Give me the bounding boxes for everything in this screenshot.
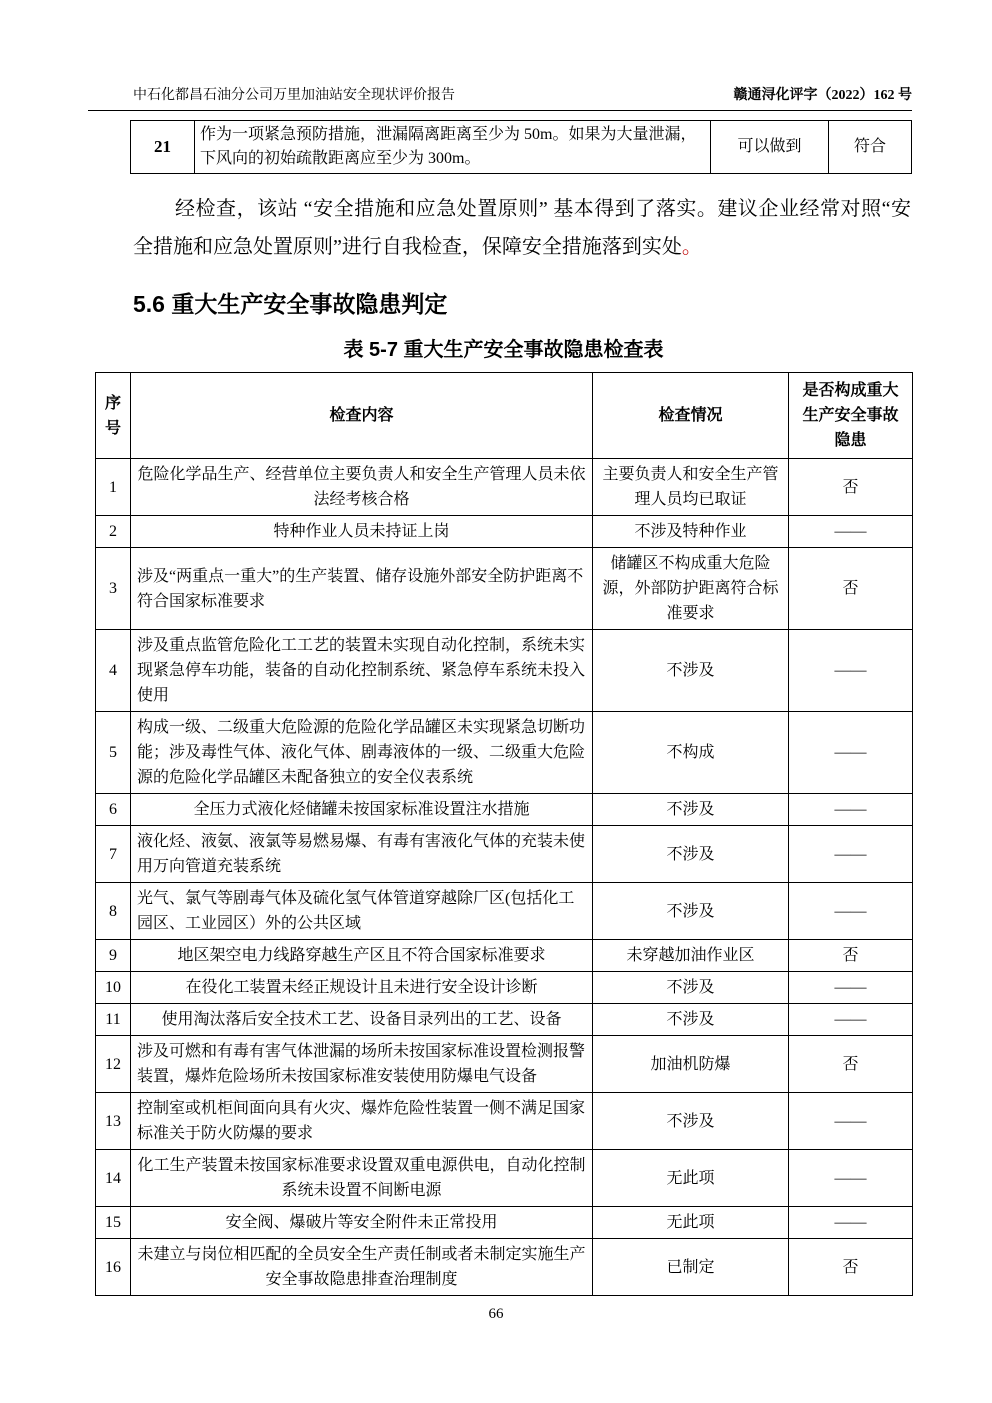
implementation-status: 可以做到 <box>711 121 829 174</box>
check-situation: 不涉及 <box>593 826 789 883</box>
summary-text: 经检查，该站 “安全措施和应急处置原则” 基本得到了落实。建议企业经常对照“安全措施和应急处置原则”进行自我检查，保障安全措施落到实处 <box>133 198 911 258</box>
check-situation: 不构成 <box>593 712 789 794</box>
check-result: —— <box>789 712 913 794</box>
row-number: 8 <box>96 883 131 940</box>
check-situation: 不涉及 <box>593 794 789 826</box>
check-situation: 储罐区不构成重大危险源，外部防护距离符合标准要求 <box>593 548 789 630</box>
table-title: 表 5-7 重大生产安全事故隐患检查表 <box>343 339 664 361</box>
table-row <box>96 459 913 516</box>
continued-table <box>130 120 912 174</box>
table-row <box>96 1004 913 1036</box>
check-situation: 不涉及特种作业 <box>593 516 789 548</box>
check-result: —— <box>789 516 913 548</box>
check-content: 使用淘汰落后安全技术工艺、设备目录列出的工艺、设备 <box>131 1004 593 1036</box>
check-content: 液化烃、液氨、液氯等易燃易爆、有毒有害液化气体的充装未使用万向管道充装系统 <box>131 826 593 883</box>
check-content: 控制室或机柜间面向具有火灾、爆炸危险性装置一侧不满足国家标准关于防火防爆的要求 <box>131 1093 593 1150</box>
check-situation: 无此项 <box>593 1150 789 1207</box>
check-situation: 不涉及 <box>593 1004 789 1036</box>
row-number: 14 <box>96 1150 131 1207</box>
check-situation: 不涉及 <box>593 883 789 940</box>
check-result: —— <box>789 1150 913 1207</box>
check-result: 否 <box>789 940 913 972</box>
check-content: 涉及可燃和有毒有害气体泄漏的场所未按国家标准设置检测报警装置，爆炸危险场所未按国家标准安装使用防爆电气设备 <box>131 1036 593 1093</box>
table-row <box>96 883 913 940</box>
check-result: —— <box>789 1207 913 1239</box>
check-situation: 不涉及 <box>593 972 789 1004</box>
check-result: 否 <box>789 1239 913 1296</box>
check-content: 涉及“两重点一重大”的生产装置、储存设施外部安全防护距离不符合国家标准要求 <box>131 548 593 630</box>
check-result: —— <box>789 826 913 883</box>
header-seq-number: 序号 <box>96 373 131 459</box>
conformity-result: 符合 <box>829 121 912 174</box>
section-heading: 5.6 重大生产安全事故隐患判定 <box>133 291 448 317</box>
row-number: 9 <box>96 940 131 972</box>
table-row <box>96 1150 913 1207</box>
row-number: 21 <box>131 121 195 174</box>
check-situation: 不涉及 <box>593 1093 789 1150</box>
header-check-situation: 检查情况 <box>593 373 789 459</box>
check-situation: 无此项 <box>593 1207 789 1239</box>
table-row <box>96 712 913 794</box>
table-row <box>131 121 912 174</box>
check-result: —— <box>789 883 913 940</box>
row-number: 2 <box>96 516 131 548</box>
table-row <box>96 794 913 826</box>
measure-text: 作为一项紧急预防措施，泄漏隔离距离至少为 50m。如果为大量泄漏，下风向的初始疏散距离应至少为 300m。 <box>195 121 711 174</box>
check-result: 否 <box>789 459 913 516</box>
row-number: 3 <box>96 548 131 630</box>
check-content: 安全阀、爆破片等安全附件未正常投用 <box>131 1207 593 1239</box>
check-content: 在役化工装置未经正规设计且未进行安全设计诊断 <box>131 972 593 1004</box>
check-situation: 主要负责人和安全生产管理人员均已取证 <box>593 459 789 516</box>
table-row <box>96 1207 913 1239</box>
row-number: 13 <box>96 1093 131 1150</box>
check-content: 危险化学品生产、经营单位主要负责人和安全生产管理人员未依法经考核合格 <box>131 459 593 516</box>
header-check-content: 检查内容 <box>131 373 593 459</box>
check-situation: 不涉及 <box>593 630 789 712</box>
check-content: 涉及重点监管危险化工工艺的装置未实现自动化控制，系统未实现紧急停车功能，装备的自动化控制系统、紧急停车系统未投入使用 <box>131 630 593 712</box>
hazard-table-body <box>96 459 913 1296</box>
page-header <box>88 84 912 111</box>
row-number: 7 <box>96 826 131 883</box>
check-content: 地区架空电力线路穿越生产区且不符合国家标准要求 <box>131 940 593 972</box>
table-row <box>96 1093 913 1150</box>
red-period: 。 <box>681 236 702 258</box>
row-number: 4 <box>96 630 131 712</box>
report-title: 中石化都昌石油分公司万里加油站安全现状评价报告 <box>133 88 455 103</box>
check-content: 构成一级、二级重大危险源的危险化学品罐区未实现紧急切断功能；涉及毒性气体、液化气体、剧毒液体的一级、二级重大危险源的危险化学品罐区未配备独立的安全仪表系统 <box>131 712 593 794</box>
table-row <box>96 972 913 1004</box>
table-row <box>96 630 913 712</box>
hazard-check-table <box>95 372 913 1296</box>
check-result: —— <box>789 630 913 712</box>
check-content: 光气、氯气等剧毒气体及硫化氢气体管道穿越除厂区(包括化工园区、工业园区）外的公共区域 <box>131 883 593 940</box>
table-row <box>96 1036 913 1093</box>
table-row <box>96 940 913 972</box>
table-row <box>96 1239 913 1296</box>
check-situation: 已制定 <box>593 1239 789 1296</box>
check-situation: 未穿越加油作业区 <box>593 940 789 972</box>
document-number: 赣通浔化评字（2022）162 号 <box>733 88 912 103</box>
check-result: 否 <box>789 1036 913 1093</box>
check-content: 全压力式液化烃储罐未按国家标准设置注水措施 <box>131 794 593 826</box>
row-number: 12 <box>96 1036 131 1093</box>
table-row <box>96 548 913 630</box>
row-number: 11 <box>96 1004 131 1036</box>
row-number: 1 <box>96 459 131 516</box>
row-number: 16 <box>96 1239 131 1296</box>
check-result: —— <box>789 794 913 826</box>
check-result: —— <box>789 1093 913 1150</box>
summary-paragraph <box>133 190 911 266</box>
header-major-hazard: 是否构成重大生产安全事故隐患 <box>789 373 913 459</box>
table-header-row <box>96 373 913 459</box>
check-content: 未建立与岗位相匹配的全员安全生产责任制或者未制定实施生产安全事故隐患排查治理制度 <box>131 1239 593 1296</box>
page-number: 66 <box>488 1306 504 1322</box>
table-row <box>96 826 913 883</box>
check-result: 否 <box>789 548 913 630</box>
check-content: 特种作业人员未持证上岗 <box>131 516 593 548</box>
check-result: —— <box>789 1004 913 1036</box>
row-number: 6 <box>96 794 131 826</box>
check-situation: 加油机防爆 <box>593 1036 789 1093</box>
row-number: 15 <box>96 1207 131 1239</box>
row-number: 10 <box>96 972 131 1004</box>
table-row <box>96 516 913 548</box>
check-result: —— <box>789 972 913 1004</box>
check-content: 化工生产装置未按国家标准要求设置双重电源供电，自动化控制系统未设置不间断电源 <box>131 1150 593 1207</box>
row-number: 5 <box>96 712 131 794</box>
